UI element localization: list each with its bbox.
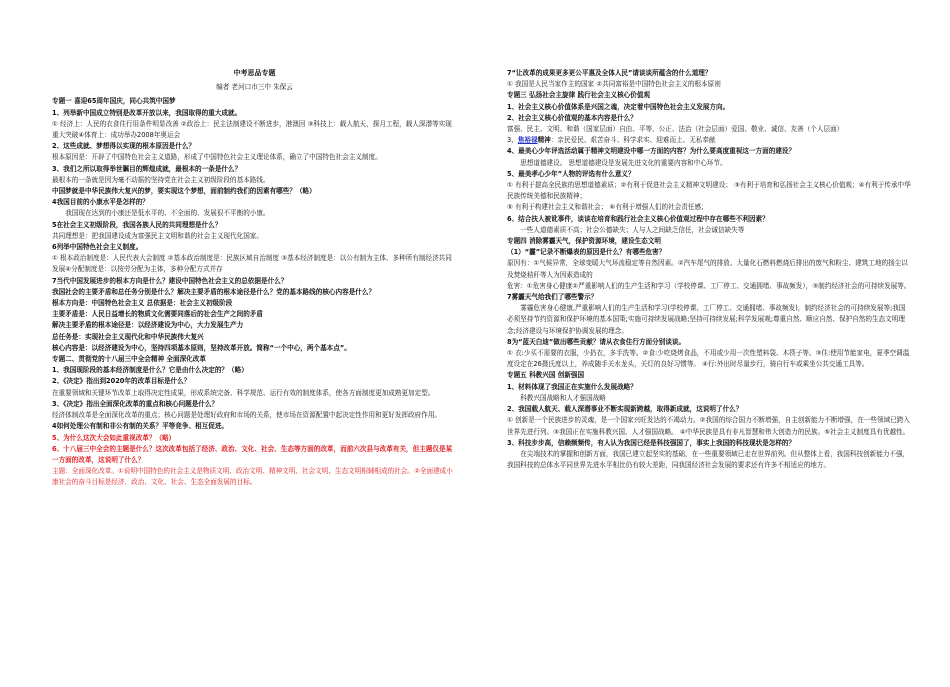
right-text-line: 专题五 科教兴国 创新强国 (507, 371, 585, 380)
text-fragment: 精神 (537, 136, 551, 145)
right-text-line: ① 有利于提高全民族的思想道德素质；②有利于促进社会主义精神文明建设； ③有利于培育和弘扬社会主义核心价值观；④有利于传承中华民族传统美德和民族精神； (507, 181, 911, 201)
left-text-line: 3、我们之所以取得举世瞩目的辉煌成就，最根本的一条是什么？ (52, 164, 242, 173)
left-text-line: 2、《决定》指出到2020年的改革目标是什么？ (52, 377, 191, 386)
left-text-line: 最根本的一条就是因为毫不动摇的坚持党在社会主义初级阶段的基本路线。 (52, 175, 270, 184)
right-text-line: 6、结合扶人被讹事件，谈谈在培育和践行社会主义核心价值观过程中存在哪些不利因素？ (507, 214, 769, 223)
left-text-line: 4如何处理公有制和非公有制的关系？平等竞争、相互促进。 (52, 422, 229, 431)
left-text-line: 6、十八届三中全会的主题是什么？这次改革包括了经济、政治、文化、社会、生态等方面的改革，而前六次县与改革有关，但主题仅是某一方面的改革，这说明了什么？ (52, 444, 453, 464)
page-title: 中考思品专题 (233, 69, 276, 77)
right-text-line: 3、焦裕禄精神：亲民爱民、艰苦奋斗、科学求实、迎难而上、无私奉献 (507, 136, 716, 145)
right-text-line: 8为“蓝天白迪”做出哪些贡献？请从衣食住行方面分别谈谈。 (507, 337, 686, 346)
right-text-line: 7“让改革的成果更多更公平惠及全体人民”请谈谈所蕴含的什么道理？ (507, 69, 712, 77)
right-text-line: 科教兴国战略和人才强国战略 (520, 393, 606, 402)
left-text-line: 2、这些成就、梦想得以实现的根本原因是什么？ (52, 142, 196, 151)
right-text-line: 富强、民主、文明、和谐（国家层面）自由、平等、公正、法治（社会层面）爱国、敬业、诚信、友善（个人层面） (507, 125, 844, 134)
left-text-line: 主要矛盾是：人民日益增长的物质文化需要同落后的社会生产之间的矛盾 (52, 310, 263, 319)
right-text-line: ⑤ 有利于构建社会主义和谐社会； ⑥有利于增强人们的社会责任感； (507, 203, 708, 212)
right-text-line: 4、最美心少年评选活动属于精神文明建设中哪一方面的内容？为什么要高度重视这一方面的建设？ (507, 147, 796, 156)
left-text-line: 1、列举新中国成立特别是改革开放以来，我国取得的重大成就。 (52, 108, 242, 117)
left-text-line: 中国梦就是中华民族伟大复兴的梦，要实现这个梦想，面前制约我们的因素有哪些？（略） (52, 187, 316, 196)
left-text-line: ① 根本政治制度是：人民代表大会制度 ②基本政治制度是：民族区域自治制度 ③基本经济制度是：以公有制为主体、多种所有制经济共同发展④分配制度是：以按劳分配为主体，多种分配方式并存 (52, 254, 452, 274)
right-text-line: 雾霾危害身心健康,严重影响人们的生产生活和学习(学校停课、工厂停工、交通拥堵、事故频发)，制约经济社会的可持续发展等;我国必须坚持节约资源和保护环境的基本国策;实施可持续发展战略;坚持可持续发展;科学发展观;尊重自然、顺应自然、保护自然的生态文明理念;经济建设与环境保护协调发展的理念。 (507, 304, 906, 335)
right-text-line: 1、材料体现了我国正在实施什么发展战略？ (507, 382, 637, 391)
left-text-line: 总任务是：实现社会主义现代化和中华民族伟大复兴 (52, 332, 204, 341)
author-line: 编者 老河口市三中 朱保云 (216, 83, 293, 92)
left-text-line: 在重要领域和关键环节改革上取得决定性成果，形成系统完备、科学规范、运行有效的制度体系，使各方面制度更加成熟更加定型。 (52, 388, 435, 397)
left-text-line: 根本原因是：开辟了中国特色社会主义道路，形成了中国特色社会主义理论体系，确立了中国特色社会主义制度。 (52, 153, 382, 162)
left-column (52, 68, 457, 489)
highlighted-name: 焦裕禄 (517, 136, 538, 145)
right-text-line: 在尖端技术的掌握和创新方面，我国已建立起坚实的基础，在一些重要领域已走在世界前列。但从整体上看，我国科技创新能力不强，我国科技的总体水平同世界先进水平相比仍有较大差距，同我国经济社会发展的要求还有许多不相适应的地方。 (507, 449, 910, 470)
right-text-line: （1）“霾”记录不断爆表的原因是什么？有哪些危害？ (507, 248, 666, 257)
right-text-line: ① 衣:少买不需要的衣服，少扔衣，多手洗等。②食:少吃烧烤食品，不用或少用一次性塑料袋、木筷子等。③住:使用节能家电，夏季空调温度设定在26摄氏度以上，养成随手关水龙头，关灯的良好习惯等。 ④行:外出时尽量步行，骑自行车或乘坐公共交通工具等。 (507, 349, 910, 369)
left-text-line: 根本方向是：中国特色社会主义 总依据是：社会主义初级阶段 (52, 299, 233, 308)
right-text-line: 专题三 弘扬社会主旋律 践行社会主义核心价值观 (507, 91, 651, 100)
left-text-line: 6列举中国特色社会主义制度。 (52, 243, 143, 252)
left-text-line: 核心内容是：以经济建设为中心，坚持四项基本原则，坚持改革开放。简称“一个中心，两个基本点”。 (52, 343, 351, 352)
left-text-line: 5在社会主义初级阶段，我国各族人民的共同理想是什么？ (52, 220, 222, 229)
left-text-line: 我国社会的主要矛盾和总任务分别是什么？解决主要矛盾的根本途径是什么？党的基本路线的核心内容是什么？ (52, 287, 376, 296)
left-text-line: 3、《决定》指出全面深化改革的重点和核心问题是什么？ (52, 399, 219, 408)
right-column (507, 68, 912, 471)
left-text-line: 7当代中国发展进步的根本方向是什么？建设中国特色社会主义的总依据是什么？ (52, 276, 288, 285)
right-text-line: 危害：①危害身心健康②严重影响人们的生产生活和学习（学校停课、工厂停工、交通拥堵、事故频发），③制约经济社会的可持续发展等。 (507, 281, 911, 290)
right-text-line: 3、科技步步高，信赖频频传，有人认为我国已经是科技强国了，事实上我国的科技现状是怎样的？ (507, 438, 796, 447)
left-text-line: 主题：全面深化改革。①说明中国特色的社会主义是物质文明、政治文明、精神文明、社会文明、生态文明相辅相成的社会。②全面建成小康社会的奋斗目标是经济、政治、文化、社会、生态全面发展的目标。 (52, 467, 453, 487)
left-text-line: 共同理想是：把我国建设成为富强民主文明和谐的社会主义现代化国家。 (52, 231, 263, 240)
right-text-line: 专题四 消除雾霾天气，保护资源环境，建设生态文明 (507, 237, 661, 246)
right-text-line: 一些人道德素质不高；社会公德缺失；人与人之间缺乏信任，社会诚信缺失等 (520, 225, 745, 234)
left-text-line: 专题二、贯彻党的十八届三中全会精神 全面深化改革 (52, 355, 206, 364)
left-text-line: 专题一 喜迎65周年国庆，同心共筑中国梦 (52, 97, 176, 106)
left-text-line: 解决主要矛盾的根本途径是：以经济建设为中心，大力发展生产力 (52, 321, 244, 330)
left-text-line: 1、我国现阶段的基本经济制度是什么？它是由什么决定的？（略） (52, 366, 248, 375)
right-text-line: 5、最美孝心少年”人物的评选有什么意义？ (507, 169, 635, 178)
right-text-line: 2、我国载人航天、载人深潜事业不断实现新跨越，取得新成就，这说明了什么？ (507, 405, 743, 414)
right-text-line: 2、社会主义核心价值观的基本内容是什么？ (507, 113, 637, 122)
right-text-line: 1、社会主义核心价值体系是兴国之魂，决定着中国特色社会主义发展方向。 (507, 102, 730, 111)
right-text-line: 7雾霾天气给我们了哪些警示？ (507, 293, 598, 302)
right-text-line: 原因有：①气候异常，全球变暖大气环流稳定等自然因素。②汽车尾气的排放、大量化石燃料燃烧后排出的废气和粉尘、建筑工地的扬尘以及焚烧秸秆等人为因素造成的 (507, 259, 908, 279)
left-text-line: 4我国目前的小康水平是怎样的？ (52, 198, 149, 207)
left-text-line: 5、为什么这次大会如此重视改革？（略） (52, 433, 176, 442)
left-text-line: 我国现在达到的小康还是低水平的、不全面的、发展很不平衡的小康。 (65, 209, 270, 218)
left-text-line: 经济体制改革是全面深化改革的重点；核心问题是处理好政府和市场的关系，使市场在资源配置中起决定性作用和更好发挥政府作用。 (52, 411, 442, 420)
right-text-line: ① 创新是一个民族进步的灵魂，是一个国家兴旺发达的不竭动力。②我国的综合国力不断增强，自主创新能力不断增强，在一些领域已跨入世界先进行列。③我国正在实施科教兴国、人才强国战略。 ④中华民族是具有非凡智慧和伟大创造力的民族。⑤社会主义制度具有优越性。 (507, 416, 910, 436)
left-text-line: ① 经济上：人民的衣食住行用条件明显改善 ②政治上：民主法制建设不断进步，港澳回 ③科技上：载人航天，探月工程，载人深潜等实现重大突破④体育上：成功举办2008年奥运会 (52, 119, 452, 140)
right-text-line: 思想道德建设。 思想道德建设是发展先进文化的重要内容和中心环节。 (520, 158, 727, 167)
right-text-line: ① 我国是人民当家作主的国家 ②共同富裕是中国特色社会主义的根本原则 (507, 80, 721, 89)
